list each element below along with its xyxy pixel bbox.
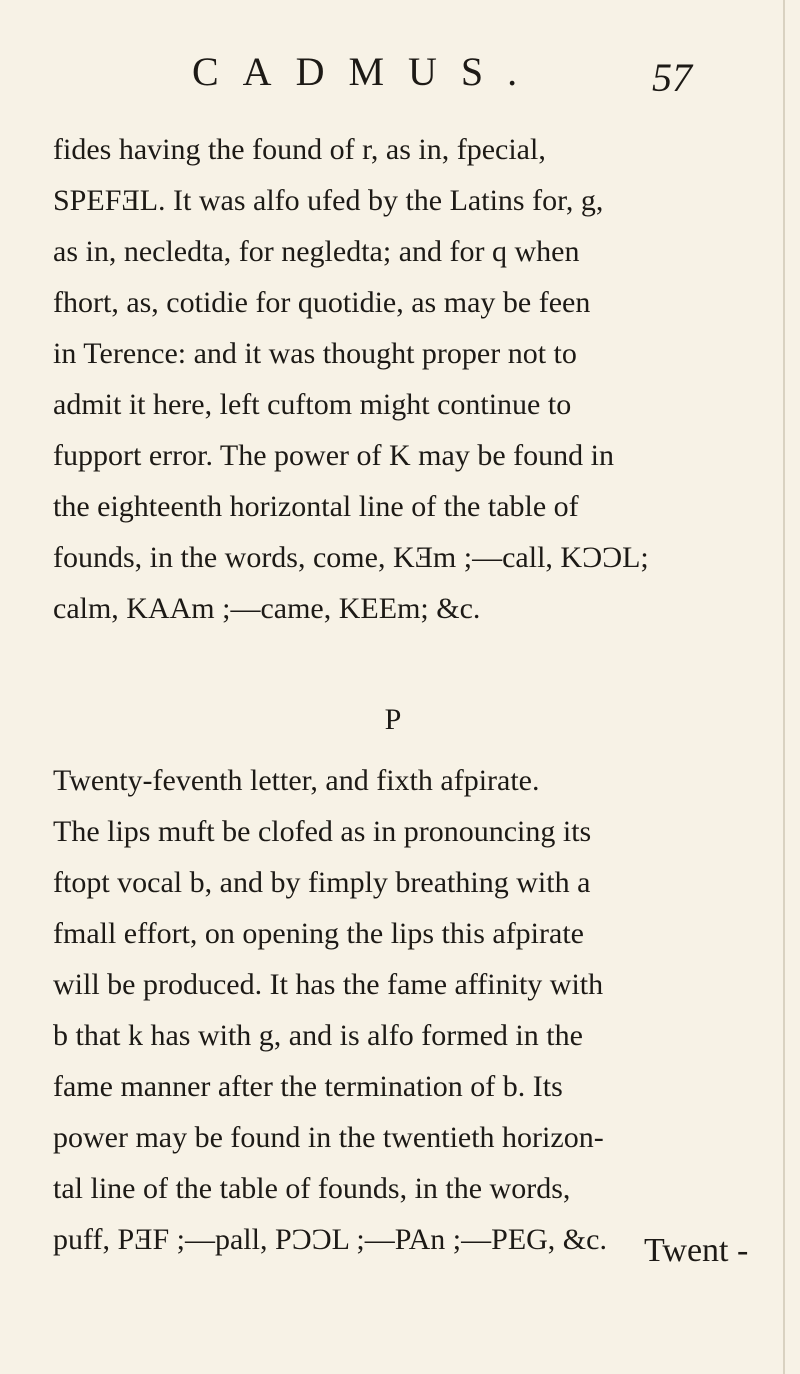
page-edge-divider xyxy=(783,0,785,1374)
page-number: 57 xyxy=(652,55,692,100)
text-line: the eighteenth horizontal line of the table of xyxy=(53,490,579,523)
text-line: tal line of the table of founds, in the words, xyxy=(53,1172,571,1205)
text-line: puff, PƎF ;—pall, PƆƆL ;—PAn ;—PEG, &c. xyxy=(53,1223,607,1256)
text-line: admit it here, left cuftom might continue to xyxy=(53,388,572,421)
paragraph-2 xyxy=(53,755,733,1265)
text-line: SPEFƎL. It was alfo ufed by the Latins for, g, xyxy=(53,184,604,217)
text-line: fhort, as, cotidie for quotidie, as may be feen xyxy=(53,286,591,319)
page-header xyxy=(0,44,800,104)
text-line: ftopt vocal b, and by fimply breathing with a xyxy=(53,866,591,899)
text-line: fupport error. The power of K may be found in xyxy=(53,439,614,472)
body-text xyxy=(53,124,733,1265)
section-letter: P xyxy=(384,703,402,736)
text-line: in Terence: and it was thought proper not to xyxy=(53,337,577,370)
text-line: fides having the found of r, as in, fpecial, xyxy=(53,133,546,166)
text-line: The lips muft be clofed as in pronouncing its xyxy=(53,815,592,848)
text-line: will be produced. It has the fame affinity with xyxy=(53,968,604,1001)
text-line: founds, in the words, come, KƎm ;—call, KƆƆL; xyxy=(53,541,649,574)
text-line: fmall effort, on opening the lips this afpirate xyxy=(53,917,584,950)
catchword: Twent - xyxy=(644,1232,749,1269)
paragraph-1 xyxy=(53,124,733,634)
text-line: calm, KAAm ;—came, KEEm; &c. xyxy=(53,592,481,625)
text-line: fame manner after the termination of b. Its xyxy=(53,1070,563,1103)
text-line: power may be found in the twentieth horizon- xyxy=(53,1121,604,1154)
text-line: as in, necledta, for negledta; and for q when xyxy=(53,235,580,268)
text-line: b that k has with g, and is alfo formed in the xyxy=(53,1019,583,1052)
text-line: Twenty-feventh letter, and fixth afpirate. xyxy=(53,764,540,797)
running-head: CADMUS. xyxy=(192,49,542,94)
